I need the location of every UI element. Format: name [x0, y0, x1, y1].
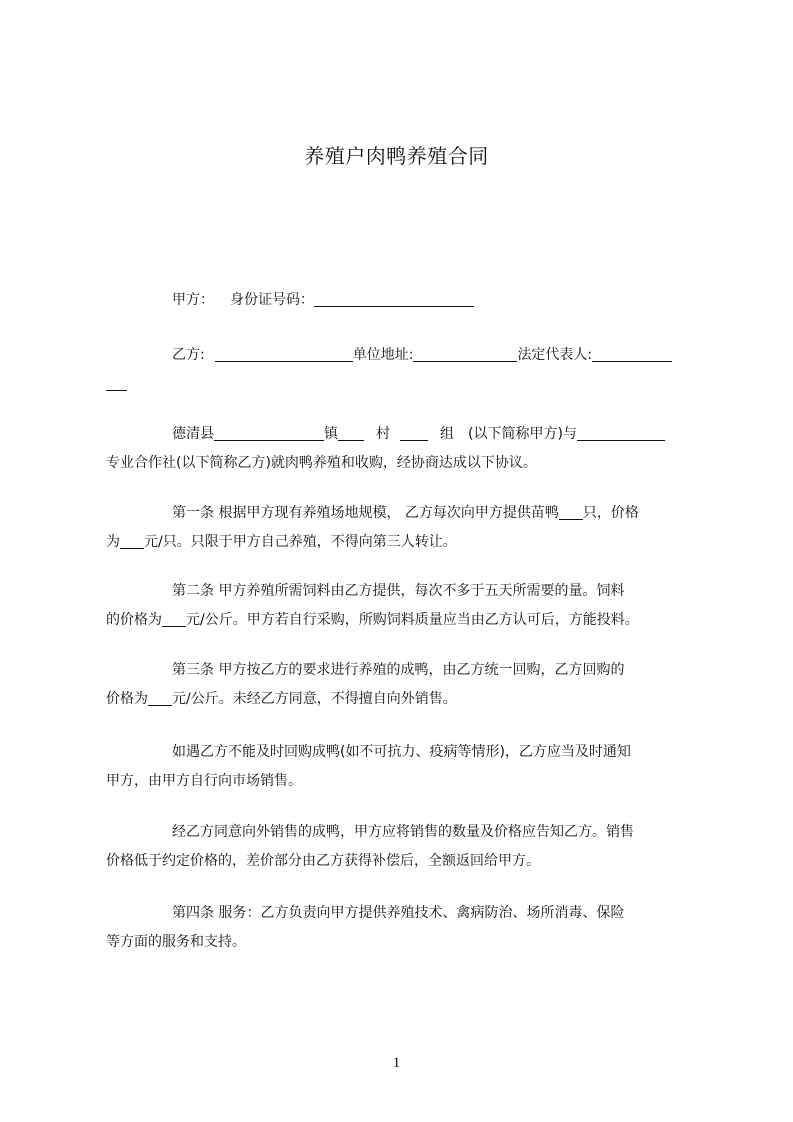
article-2-line-2-start: 的价格为 — [106, 612, 162, 628]
article-2-line-1: 第二条 甲方养殖所需饲料由乙方提供，每次不多于五天所需要的量。饲料 — [172, 583, 625, 599]
party-a-section — [106, 286, 702, 315]
duckling-count-field[interactable] — [559, 503, 583, 520]
article-3-line-2 — [106, 685, 702, 714]
legal-rep-field-continued[interactable] — [106, 374, 127, 391]
intro-line-2: 专业合作社(以下简称乙方)就肉鸭养殖和收购，经协商达成以下协议。 — [106, 455, 537, 471]
page-number: 1 — [392, 1055, 401, 1071]
recall-line-2: 甲方，由甲方自行向市场销售。 — [106, 773, 302, 789]
sales-line-2: 价格低于约定价格的，差价部分由乙方获得补偿后，全额返回给甲方。 — [106, 853, 540, 869]
article-2-line-2 — [106, 606, 702, 635]
article-1-line-2 — [106, 528, 702, 557]
feed-price-field[interactable] — [162, 610, 186, 627]
party-b-label: 乙方: — [172, 347, 205, 363]
address-field[interactable] — [413, 345, 517, 362]
article-3 — [106, 656, 702, 714]
village-label: 村 — [376, 426, 390, 442]
article-4-line-1: 第四条 服务：乙方负责向甲方提供养殖技术、禽病防治、场所消毒、保险 — [172, 905, 625, 921]
group-field[interactable] — [400, 424, 428, 441]
intro-paragraph — [106, 420, 702, 478]
party-b-line-continued — [106, 370, 702, 399]
party-a-line — [106, 286, 702, 315]
party-a-label: 甲方： — [172, 292, 214, 308]
article-3-line-1: 第三条 甲方按乙方的要求进行养殖的成鸭，由乙方统一回购，乙方回购的 — [172, 662, 625, 678]
party-b-section — [106, 341, 702, 399]
article-1-line-2-end: 元/只。只限于甲方自己养殖，不得向第三人转让。 — [144, 534, 457, 550]
article-3-line-2-end: 元/公斤。未经乙方同意，不得擅自向外销售。 — [172, 691, 457, 707]
recall-line-1: 如遇乙方不能及时回购成鸭(如不可抗力、疫病等情形)，乙方应当及时通知 — [172, 744, 631, 760]
id-number-field[interactable] — [314, 290, 474, 307]
buyback-price-field[interactable] — [148, 689, 172, 706]
cooperative-name-field[interactable] — [577, 424, 665, 441]
town-label: 镇 — [324, 426, 338, 442]
village-field[interactable] — [338, 424, 364, 441]
article-3-line-2-start: 价格为 — [106, 691, 148, 707]
party-b-line — [106, 341, 702, 370]
group-label: 组 — [440, 426, 454, 442]
sales-line-1: 经乙方同意向外销售的成鸭，甲方应将销售的数量及价格应告知乙方。销售 — [172, 824, 634, 840]
article-2 — [106, 577, 702, 635]
article-4-line-2: 等方面的服务和支持。 — [106, 934, 246, 950]
id-number-label: 身份证号码： — [230, 292, 314, 308]
article-1-line-2-start: 为 — [106, 534, 120, 550]
address-label: 单位地址: — [352, 347, 414, 363]
town-field[interactable] — [214, 424, 324, 441]
sales-paragraph — [106, 818, 702, 876]
county-label: 德清县 — [172, 426, 214, 442]
article-4 — [106, 899, 702, 957]
legal-rep-field[interactable] — [592, 345, 672, 362]
article-1 — [106, 499, 702, 557]
intro-line-1 — [106, 420, 702, 449]
article-2-line-2-end: 元/公斤。甲方若自行采购，所购饲料质量应当由乙方认可后，方能投料。 — [186, 612, 639, 628]
party-b-name-field[interactable] — [215, 345, 353, 362]
duckling-price-field[interactable] — [120, 532, 144, 549]
document-title: 养殖户肉鸭养殖合同 — [304, 144, 489, 168]
legal-rep-label: 法定代表人: — [517, 347, 593, 363]
article-1-text: 第一条 根据甲方现有养殖场地规模， 乙方每次向甲方提供苗鸭 — [172, 505, 559, 521]
article-1-line-1 — [106, 499, 702, 528]
article-1-text-cont: 只，价格 — [582, 505, 639, 521]
party-a-note: (以下简称甲方)与 — [468, 426, 577, 442]
recall-paragraph — [106, 738, 702, 796]
